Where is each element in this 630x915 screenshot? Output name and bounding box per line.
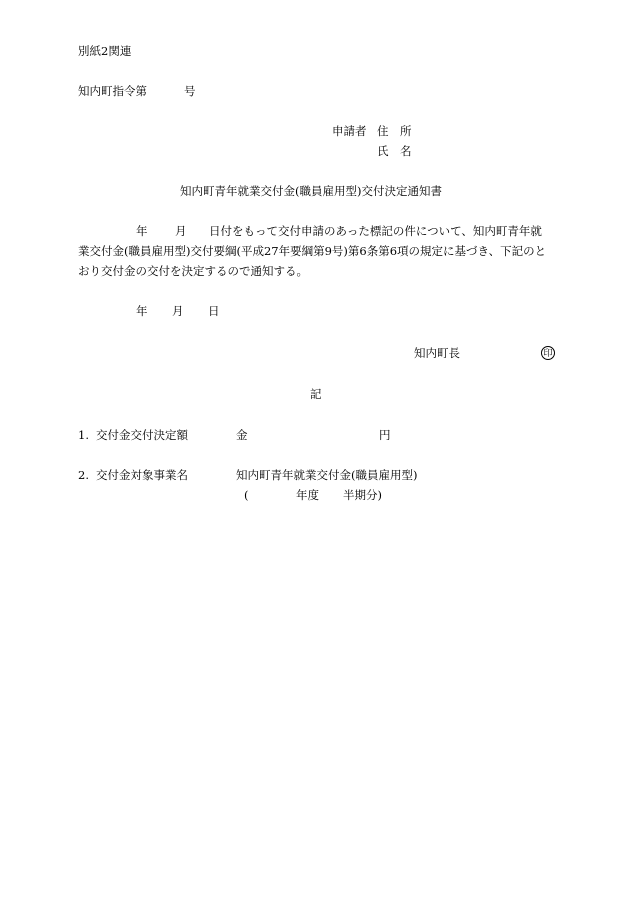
item-2-label: 交付金対象事業名 <box>96 468 188 482</box>
body-month: 月 <box>175 224 187 238</box>
item-2-value: 知内町青年就業交付金(職員雇用型) <box>236 468 418 482</box>
applicant-address-label: 住 所 <box>377 124 412 138</box>
item-1-prefix: 金 <box>236 428 248 442</box>
document-title: 知内町青年就業交付金(職員雇用型)交付決定通知書 <box>180 184 442 198</box>
applicant-name-label: 氏 名 <box>377 144 412 158</box>
date-month: 月 <box>172 304 184 318</box>
body-line-1: 日付をもって交付申請のあった標記の件について、知内町青年就 <box>209 224 542 238</box>
date-year: 年 <box>136 304 148 318</box>
item-2-half: 半期分) <box>343 488 382 502</box>
record-label: 記 <box>310 387 322 401</box>
item-1-label: 交付金交付決定額 <box>96 428 188 442</box>
date-day: 日 <box>208 304 220 318</box>
issuer-name: 知内町長 <box>414 346 460 360</box>
item-2-fiscal-year: 年度 <box>296 488 319 502</box>
body-year: 年 <box>136 224 148 238</box>
item-1-number: 1. <box>78 428 89 442</box>
body-line-2: 業交付金(職員雇用型)交付要綱(平成27年要綱第9号)第6条第6項の規定に基づき、下記のと <box>78 244 547 258</box>
attachment-label: 別紙2関連 <box>78 44 132 58</box>
item-2-number: 2. <box>78 468 89 482</box>
item-1-suffix: 円 <box>379 428 391 442</box>
body-line-3: おり交付金の交付を決定するので通知する。 <box>78 264 308 278</box>
directive-number-suffix: 号 <box>184 84 196 98</box>
directive-number-prefix: 知内町指令第 <box>78 84 147 98</box>
item-2-paren-open: ( <box>244 488 249 502</box>
seal-mark: 印 <box>541 346 555 360</box>
applicant-label: 申請者 <box>332 124 367 138</box>
